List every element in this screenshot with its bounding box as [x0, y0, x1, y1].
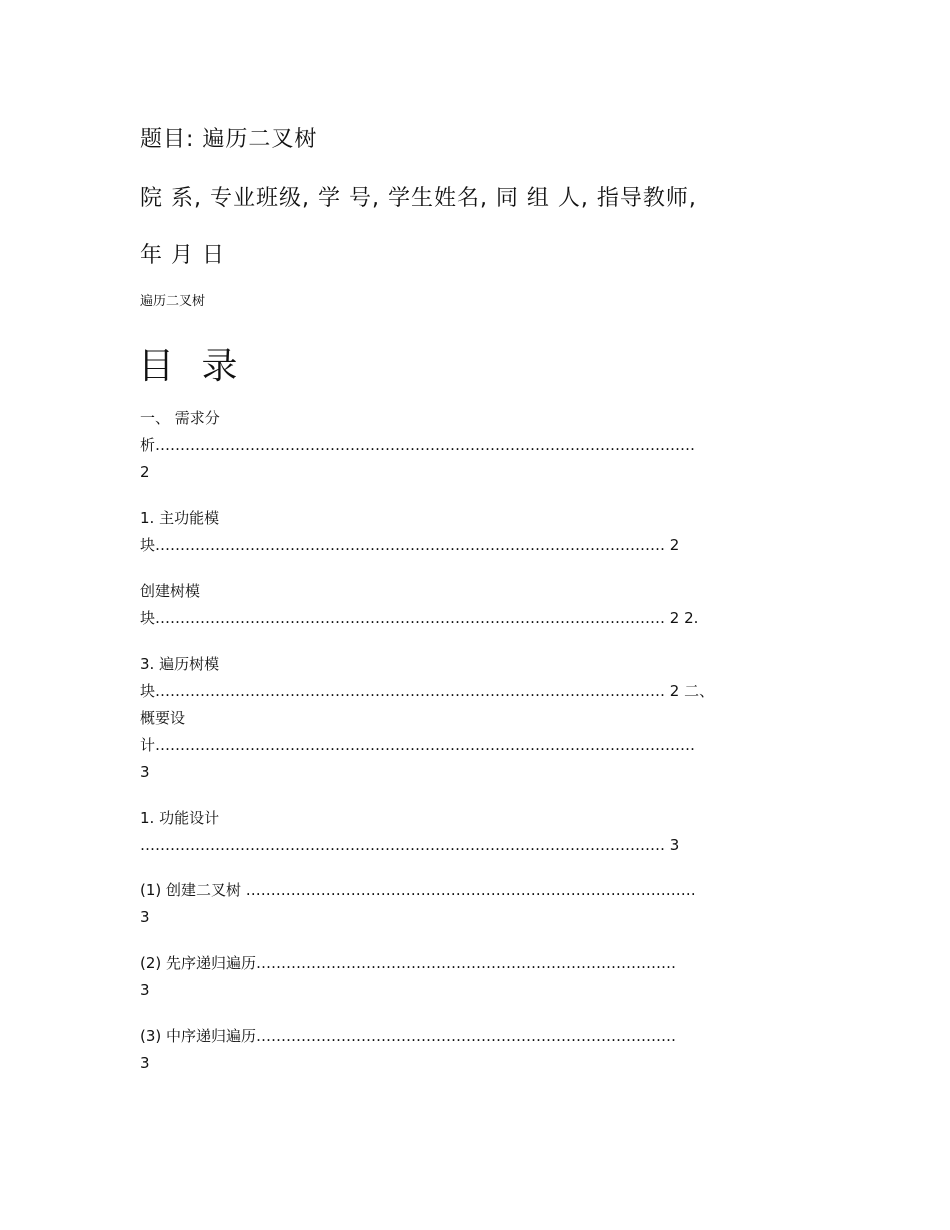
toc-line: (1) 创建二叉树 ……………………………………………………………………………… — [140, 881, 696, 899]
toc-line: 块………………………………………………………………………………………… 2 2. — [140, 609, 699, 627]
toc-line: 1. 功能设计 — [140, 809, 220, 827]
toc-line: …………………………………………………………………………………………… 3 — [140, 836, 680, 854]
toc-line: 2 — [140, 463, 150, 481]
toc-line: 一、 需求分 — [140, 409, 220, 427]
toc-line: 3 — [140, 908, 150, 926]
toc-line: 3 — [140, 1054, 150, 1072]
student-info-line: 院 系, 专业班级, 学 号, 学生姓名, 同 组 人, 指导教师, — [140, 186, 697, 211]
date-line: 年 月 日 — [140, 243, 225, 268]
toc-line: 计……………………………………………………………………………………………… — [140, 736, 696, 754]
toc-line: (3) 中序递归遍历………………………………………………………………………… — [140, 1027, 677, 1045]
toc-line: 1. 主功能模 — [140, 509, 220, 527]
toc-line: 创建树模 — [140, 582, 201, 600]
toc-line: (2) 先序递归遍历………………………………………………………………………… — [140, 954, 677, 972]
toc-line: 概要设 — [140, 709, 186, 727]
subject-label: 遍历二叉树 — [140, 294, 206, 309]
toc-line: 析……………………………………………………………………………………………… — [140, 436, 696, 454]
toc-line: 块………………………………………………………………………………………… 2 二、 — [140, 682, 715, 700]
toc-line: 块………………………………………………………………………………………… 2 — [140, 536, 680, 554]
toc-line: 3 — [140, 981, 150, 999]
toc-line: 3. 遍历树模 — [140, 655, 220, 673]
document-title: 题目: 遍历二叉树 — [140, 127, 318, 152]
toc-line: 3 — [140, 763, 150, 781]
toc-heading: 目 录 — [138, 346, 246, 387]
